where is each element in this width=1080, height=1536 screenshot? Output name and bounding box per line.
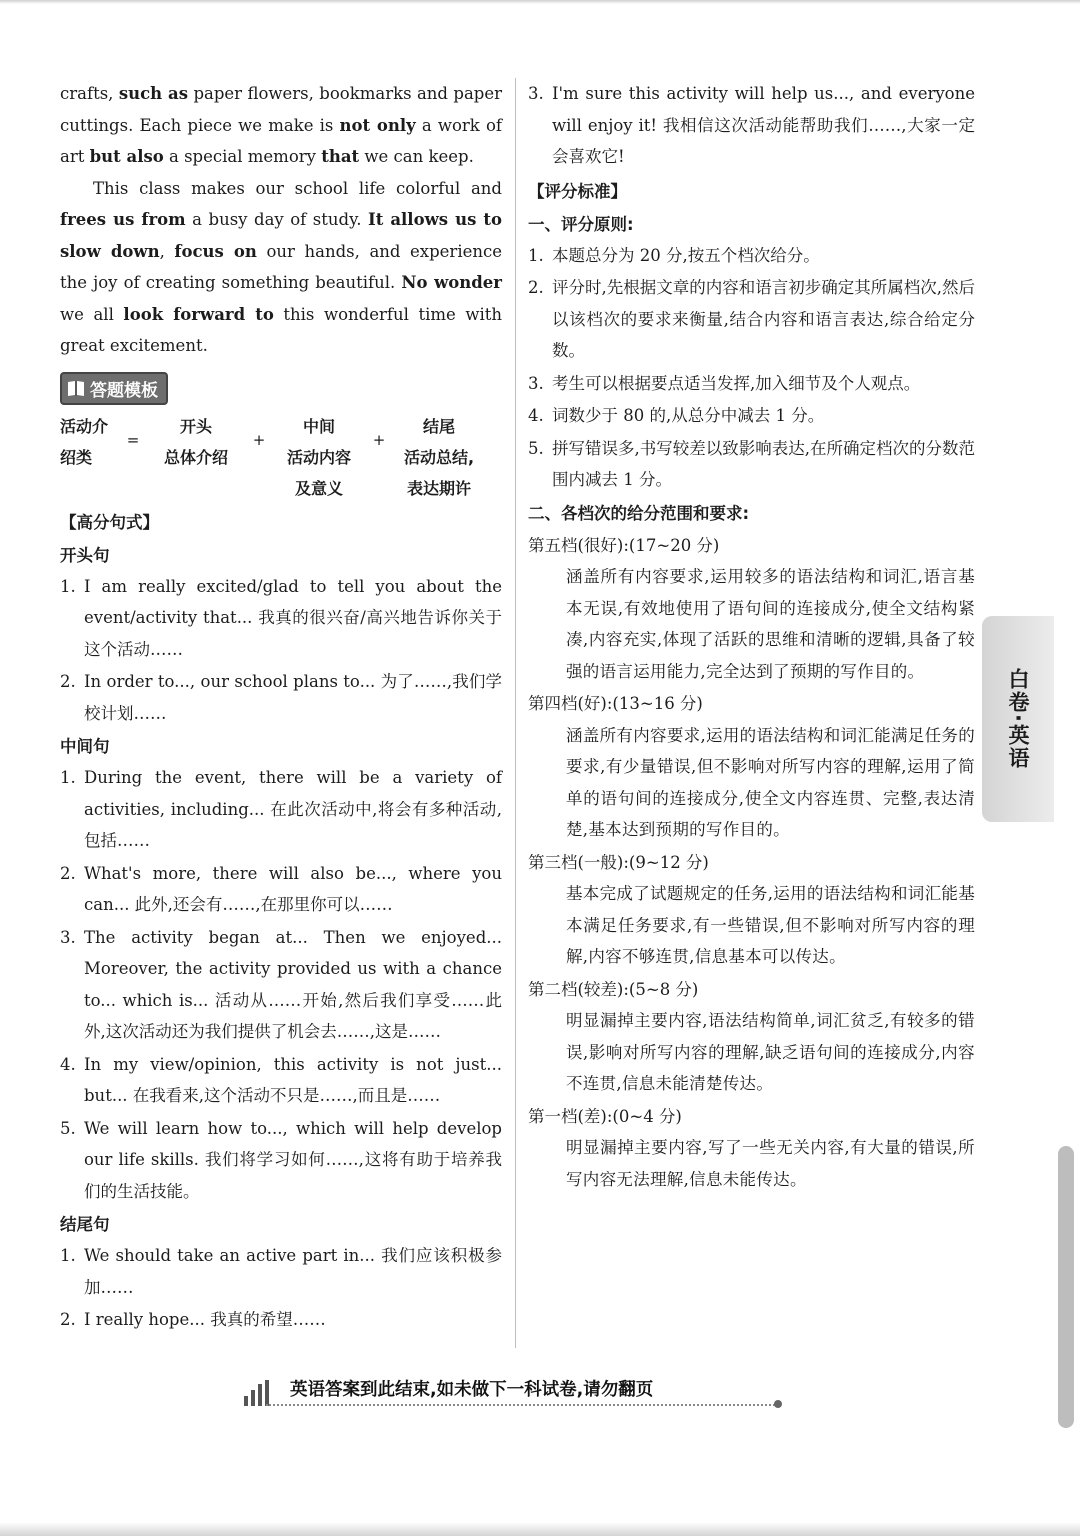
footer-dot [774, 1400, 782, 1408]
formula-part-type: 活动介 绍类 [60, 416, 109, 467]
list-item: 4. In my view/opinion, this activity is not just... but... 在我看来,这个活动不只是……,而且是…… [60, 1054, 502, 1105]
formula-part-opening: 开头 总体介绍 [163, 416, 228, 467]
level-heading: 第一档(差):(0~4 分) [528, 1106, 682, 1126]
list-item: 1. We should take an active part in... 我们应该积极参加…… [60, 1246, 502, 1297]
list-item: 2. In order to..., our school plans to... 为了……,我们学校计划…… [60, 672, 502, 723]
right-column [528, 78, 975, 1195]
level-description: 基本完成了试题规定的任务,运用的语法结构和词汇能基本满足任务要求,有一些错误,但不影响对所写内容的理解,内容不够连贯,信息基本可以传达。 [566, 884, 975, 966]
level-description: 涵盖所有内容要求,运用较多的语法结构和词汇,语言基本无误,有效地使用了语句间的连接成分,使全文结构紧凑,内容充实,体现了活跃的思维和清晰的逻辑,具备了较强的语言运用能力,完全达到了预期的写作目的。 [566, 567, 975, 681]
levels-list [528, 530, 975, 1196]
footer-notice [244, 1376, 784, 1410]
opening-list [60, 571, 502, 730]
level-description: 明显漏掉主要内容,写了一些无关内容,有大量的错误,所写内容无法理解,信息未能传达。 [566, 1138, 975, 1189]
ending-title: 结尾句 [60, 1215, 110, 1234]
opening-title: 开头句 [60, 545, 110, 565]
list-item: 5. We will learn how to..., which will help develop our life skills. 我们将学习如何……,这将有助于培养我们的生活技能。 [60, 1118, 502, 1201]
essay-paragraph-1: crafts, such as paper flowers, bookmarks and paper cuttings. Each piece we make is not only a work of art but also a special memory that we can keep. [60, 84, 502, 166]
template-formula [60, 411, 502, 504]
principles-list [528, 240, 975, 496]
side-tab: 白卷·英语 [982, 616, 1054, 822]
list-item: 1. 本题总分为 20 分,按五个档次给分。 [528, 245, 820, 265]
list-item: 5. 拼写错误多,书写较差以致影响表达,在所确定档次的分数范围内减去 1 分。 [528, 438, 975, 489]
page-top-edge [0, 0, 1080, 4]
level-description: 涵盖所有内容要求,运用的语法结构和词汇能满足任务的要求,有少量错误,但不影响对所写内容的理解,运用了简单的语句间的连接成分,使全文内容连贯、完整,表达清楚,基本达到预期的写作目的。 [566, 725, 975, 839]
middle-title: 中间句 [60, 737, 110, 756]
list-item: 3. I'm sure this activity will help us..., and everyone will enjoy it! 我相信这次活动能帮助我们……,大家一定会喜欢它! [528, 84, 975, 166]
level-heading: 第四档(好):(13~16 分) [528, 694, 703, 713]
list-item: 4. 词数少于 80 的,从总分中减去 1 分。 [528, 406, 825, 425]
formula-part-middle: 中间 活动内容 及意义 [286, 416, 351, 498]
ending-list [60, 1240, 502, 1336]
book-icon [66, 379, 86, 397]
list-item: 1. During the event, there will be a variety of activities, including... 在此次活动中,将会有多种活动,包括…… [60, 768, 502, 850]
essay-paragraph-2: This class makes our school life colorful and frees us from a busy day of study. It allows us to slow down, focus on our hands, and experience the joy of creating something beautiful. No wonder we all look forward to this wonderful time with great excitement. [60, 178, 503, 355]
levels-title: 二、各档次的给分范围和要求: [528, 503, 750, 523]
footer-text: 英语答案到此结束,如未做下一科试卷,请勿翻页 [290, 1380, 654, 1400]
principles-title: 一、评分原则: [528, 214, 634, 234]
level-description: 明显漏掉主要内容,语法结构简单,词汇贫乏,有较多的错误,影响对所写内容的理解,缺乏语句间的连接成分,内容不连贯,信息未能清楚传达。 [566, 1011, 975, 1093]
list-item: 3. The activity began at... Then we enjoyed... Moreover, the activity provided us with a chance to... which is... 活动从……开始,然后我们享受……此外,这次活动还为我们提供了机会去……,这是…… [60, 927, 502, 1041]
criteria-title: 【评分标准】 [528, 181, 627, 201]
formula-part-ending: 结尾 活动总结, 表达期许 [403, 416, 475, 498]
column-divider [515, 78, 516, 1348]
list-item: 3. 考生可以根据要点适当发挥,加入细节及个人观点。 [528, 373, 921, 393]
level-heading: 第五档(很好):(17~20 分) [528, 535, 720, 555]
formula-equals: = [126, 430, 140, 449]
list-item: 2. What's more, there will also be..., where you can... 此外,还会有……,在那里你可以…… [60, 863, 502, 914]
left-column [60, 78, 502, 1337]
high-score-title: 【高分句式】 [60, 512, 159, 532]
list-item: 2. I really hope... 我真的希望…… [60, 1310, 326, 1329]
list-item: 1. I am really excited/glad to tell you about the event/activity that... 我真的很兴奋/高兴地告诉你关于这个活动…… [60, 576, 502, 659]
page-edge-marker [1058, 1146, 1074, 1428]
footer-divider [266, 1404, 778, 1406]
formula-plus-2: + [372, 430, 386, 449]
barcode-icon [244, 1380, 269, 1406]
level-heading: 第三档(一般):(9~12 分) [528, 852, 709, 872]
level-heading: 第二档(较差):(5~8 分) [528, 979, 699, 999]
page-bottom-edge [0, 1522, 1080, 1536]
list-item: 2. 评分时,先根据文章的内容和语言初步确定其所属档次,然后以该档次的要求来衡量,结合内容和语言表达,综合给定分数。 [528, 278, 975, 360]
middle-list [60, 762, 502, 1207]
answer-template-label: 答题模板 [60, 372, 168, 405]
formula-plus-1: + [252, 430, 266, 449]
